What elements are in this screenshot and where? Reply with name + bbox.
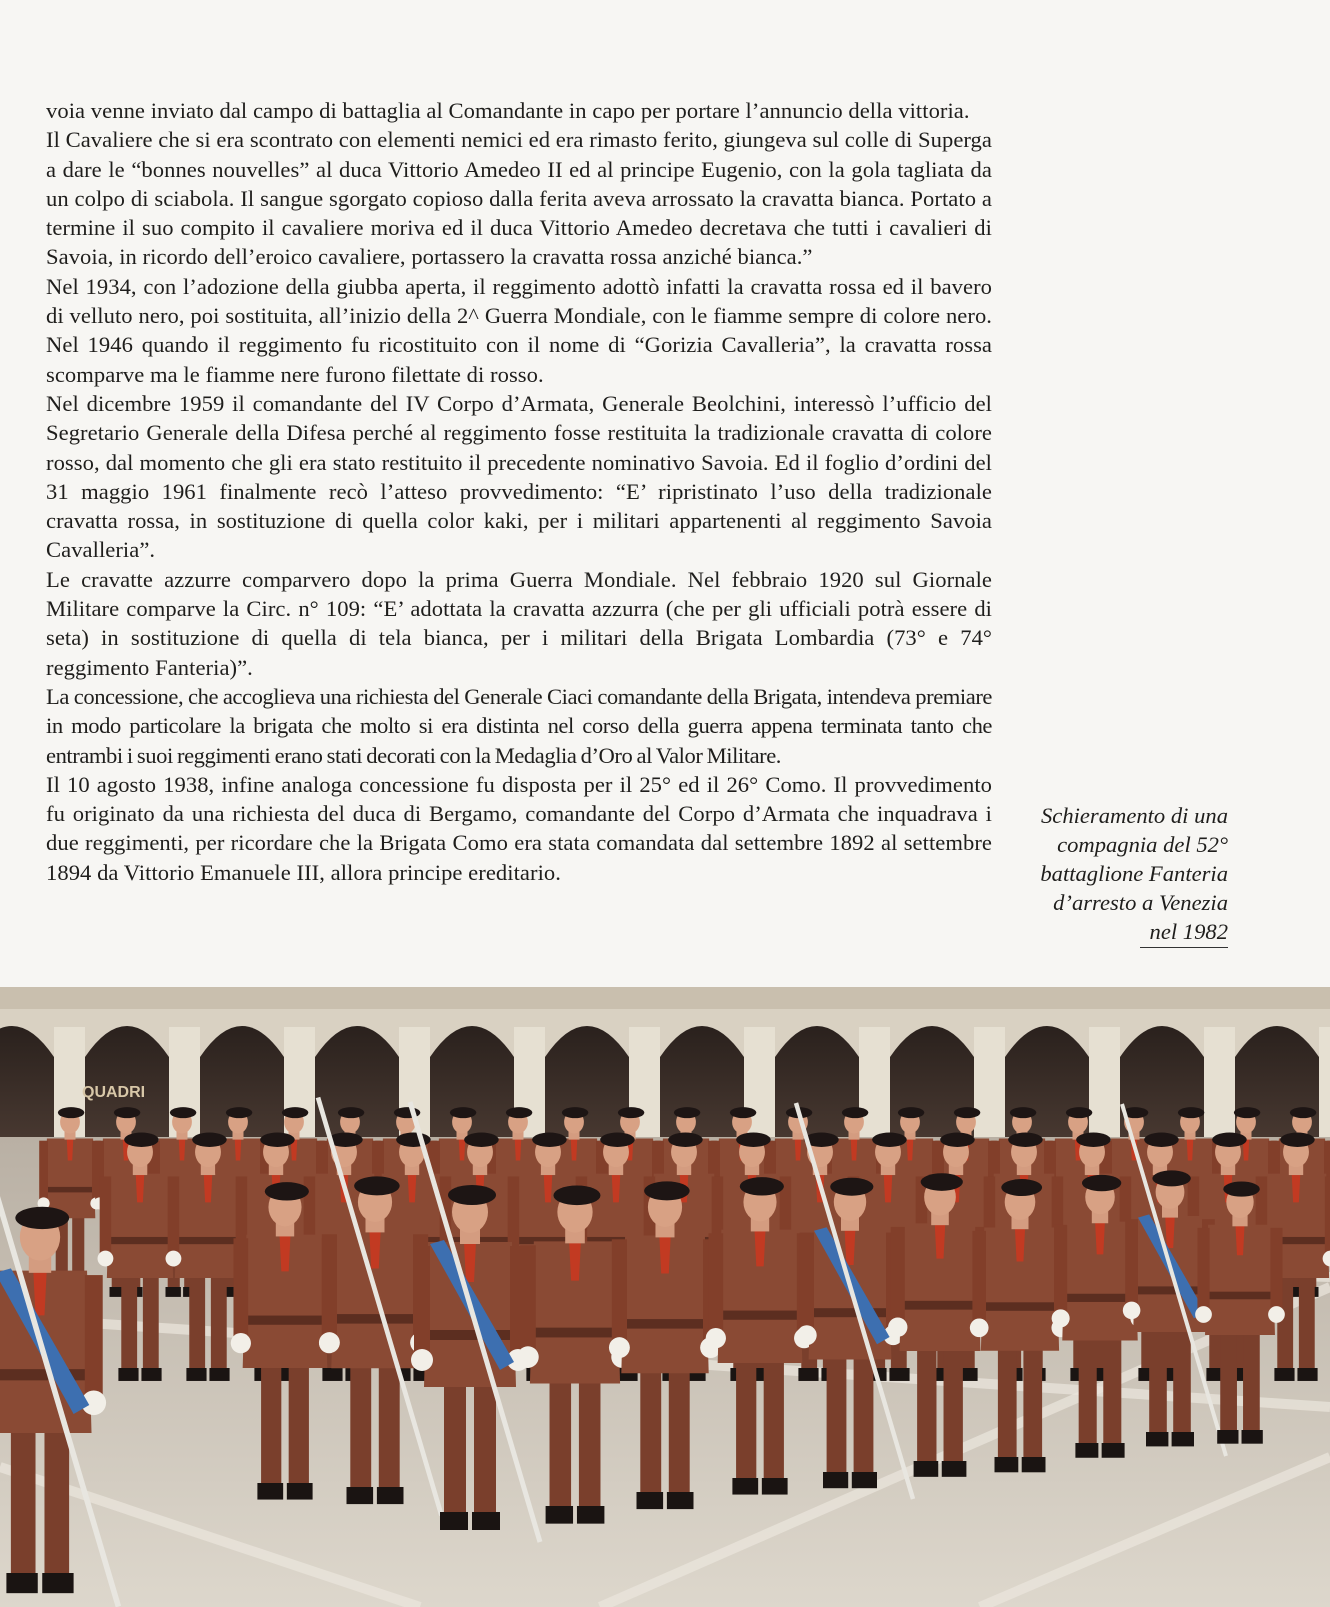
soldier-boot [186,1368,206,1381]
soldier-boot [1242,1430,1263,1444]
soldier-leg [944,1338,963,1470]
paragraph: voia venne inviato dal campo di battaglia al Comandante in capo per portare l’annuncio della vittoria. [46,98,970,123]
soldier-beret [553,1186,600,1206]
soldier-boot [287,1483,313,1500]
soldier-leg [189,1267,205,1375]
soldier-beret [618,1107,644,1118]
soldier-tie [235,1139,242,1161]
paragraph: Il Cavaliere che si era scontrato con elementi nemici ed era rimasto ferito, giungeva sul colle di Superga a dare le “bonnes nouvelles” al duca Vittorio Amedeo II ed al principe Eugenio, con la gola tagliata da un colpo di sciabola. Il sangue sgorgato copioso dalla ferita aveva arrossato la cravatta bianca. Portato a termine il suo compito il cavaliere moriva ed il duca Vittorio Amedeo decretava che tutti i cavalieri di Savoia, in ricordo dell’eroico cavaliere, portassero la cravatta rossa anziché bianca.” [46,127,992,270]
soldier-boot [1217,1430,1238,1444]
soldier-glove [797,1325,817,1345]
column [974,1027,1005,1152]
caption-underline [1140,947,1228,948]
soldier-leg [764,1349,784,1487]
soldier-tie [1292,1174,1301,1203]
soldier-beret [1076,1133,1111,1147]
soldier-glove [1123,1302,1141,1320]
soldier-glove [706,1328,726,1348]
soldier-boot [852,1472,877,1488]
soldier-boot [440,1512,468,1530]
soldier-tie [907,1139,914,1161]
soldier-beret [450,1107,476,1118]
soldier-leg [444,1372,466,1522]
arch [660,1026,744,1147]
soldier-beret [1082,1175,1121,1191]
soldier-leg [1103,1328,1121,1451]
arch [430,1026,514,1147]
soldier-leg [1243,1324,1260,1438]
soldier-glove [411,1349,433,1371]
soldier-boot [347,1487,374,1504]
soldier-glove [1268,1306,1285,1323]
soldier-leg [121,1267,137,1375]
soldier-leg [640,1359,661,1502]
soldier-tie [845,1229,856,1265]
soldier-belt [1207,1292,1274,1300]
soldier-leg [1079,1328,1097,1451]
soldier-beret [1234,1107,1260,1118]
soldier-boot [732,1478,758,1495]
soldier-beret [1223,1181,1259,1196]
soldier-belt [720,1311,801,1320]
soldier-beret [1178,1107,1204,1118]
soldier-arm [414,1246,430,1356]
soldier-glove [1052,1309,1070,1327]
soldier-beret [872,1133,907,1147]
caption-line: battaglione Fanteria [1040,861,1228,886]
caption-line: compagnia del 52° [1057,832,1228,857]
soldier-beret [170,1107,196,1118]
soldier-arm [1054,1225,1067,1315]
soldier-glove [517,1346,539,1368]
soldier-beret [730,1107,756,1118]
soldier-beret [15,1207,69,1229]
soldier-arm [708,1233,723,1334]
soldier-boot [762,1478,788,1495]
soldier-tie [612,1174,621,1203]
soldier-leg [474,1372,496,1522]
soldier-leg [211,1267,227,1375]
cornice [0,987,1330,1009]
soldier-tie [935,1223,946,1258]
soldier-boot [1172,1432,1194,1446]
soldier-boot [1075,1443,1098,1458]
soldier-belt [532,1328,618,1338]
soldier-boot [42,1573,73,1593]
soldier-leg [550,1369,572,1516]
soldier-beret [464,1133,499,1147]
soldier-boot [942,1461,967,1477]
soldier-tie [179,1139,186,1161]
soldier-beret [1290,1107,1316,1118]
soldier-arm [39,1141,48,1202]
soldier-boot [667,1492,694,1509]
soldier-beret [1212,1133,1247,1147]
soldier-beret [674,1107,700,1118]
soldier-beret [260,1133,295,1147]
soldier-boot [889,1368,909,1381]
soldier-boot [798,1368,818,1381]
soldier-tie [571,1139,578,1161]
soldier-beret [124,1133,159,1147]
soldier-boot [995,1457,1019,1472]
soldier-beret [600,1133,635,1147]
soldier-leg [1220,1324,1237,1438]
soldier-arm [168,1176,180,1255]
soldier-arm [322,1234,337,1339]
soldier-tie [136,1174,145,1203]
soldier-tie [369,1231,380,1269]
soldier-belt [623,1319,707,1329]
soldier-belt [1135,1286,1205,1294]
soldier-tie [33,1271,46,1316]
body-text [46,96,992,887]
soldier-leg [261,1354,281,1492]
soldier-arm [891,1227,905,1324]
soldier-beret [58,1107,84,1118]
soldier-arm [1125,1219,1138,1307]
soldier-arm [1325,1176,1330,1255]
soldier-arm [233,1238,248,1339]
photo-caption [1004,801,1228,948]
soldier-tie [754,1230,765,1267]
soldier-boot [546,1506,573,1524]
soldier-beret [1144,1133,1179,1147]
soldier-beret [532,1133,567,1147]
soldier-beret [644,1181,690,1200]
soldier-leg [1149,1320,1167,1440]
soldier-beret [842,1107,868,1118]
soldier-tie [464,1242,476,1282]
soldier-tie [884,1174,893,1203]
soldier-belt [333,1314,417,1324]
paragraph: Il 10 agosto 1938, infine analoga concessione fu disposta per il 25° ed il 26° Como. Il provvedimento fu originato da una richiesta del duca di Bergamo, comandante del Corpo d’Armata che inquadrava i due reggimenti, per ricordare che la Brigata Como era stata comandata dal settembre 1892 al settembre 1894 da Vittorio Emanuele III, allora principe ereditario. [46,771,992,885]
soldier-boot [914,1461,939,1477]
soldier-boot [141,1368,161,1381]
soldier-boot [118,1368,138,1381]
soldier-beret [1066,1107,1092,1118]
soldier-arm [520,1245,536,1353]
soldier-beret [562,1107,588,1118]
soldier-arm [85,1275,103,1398]
paragraph: La concessione, che accoglieva una richiesta del Generale Ciaci comandante della Brigata, intendeva premiare in modo particolare la brigata che molto si era distinta nel corso della guerra appena terminata tanto che entrambi i suoi reggimenti erano stati decorati con la Medaglia d’Oro al Valor Militare. [46,683,992,768]
caption-line: nel 1982 [1149,919,1228,944]
soldier-boot [472,1512,500,1530]
soldier-leg [669,1359,690,1502]
soldier-beret [265,1182,309,1200]
parade-photo [0,987,1330,1607]
column [1319,1027,1330,1152]
soldier-tie [67,1139,74,1161]
soldier-boot [577,1506,604,1524]
soldier-boot [322,1368,342,1381]
soldier-belt [0,1369,89,1380]
soldier-beret [282,1107,308,1118]
soldier-leg [350,1354,371,1497]
soldier-tie [1015,1228,1025,1262]
soldier-beret [954,1107,980,1118]
soldier-glove [609,1337,630,1358]
soldier-leg [827,1346,847,1481]
soldier-boot [257,1483,283,1500]
soldier-beret [1008,1133,1043,1147]
soldier-leg [143,1267,159,1375]
soldier-arm [800,1233,814,1332]
soldier-beret [736,1133,771,1147]
soldier-belt [983,1302,1058,1311]
soldier-leg [44,1416,69,1584]
soldier-leg [917,1338,936,1470]
soldier-leg [1023,1338,1042,1466]
soldier-arm [100,1176,112,1255]
soldier-tie [851,1139,858,1161]
soldier-tie [795,1139,802,1161]
soldier-glove [166,1251,182,1267]
soldier-belt [245,1316,326,1325]
soldier-leg [1173,1320,1191,1440]
soldier-tie [1235,1225,1244,1255]
soldier-belt [108,1237,171,1244]
soldier-tie [659,1236,670,1274]
arch [545,1026,629,1147]
soldier-beret [448,1185,496,1205]
soldier-beret [740,1177,784,1195]
soldier-boot [1146,1432,1168,1446]
soldier-glove [970,1318,989,1337]
shop-sign-text: QUADRI [82,1084,146,1101]
soldier-beret [940,1133,975,1147]
soldier-beret [114,1107,140,1118]
soldier-leg [379,1354,400,1497]
soldier-leg [579,1369,601,1516]
soldier-boot [166,1287,181,1297]
soldier-boot [1274,1368,1294,1381]
paragraph: Nel dicembre 1959 il comandante del IV Corpo d’Armata, Generale Beolchini, interessò l’ufficio del Segretario Generale della Difesa perché al reggimento fosse restituita la tradizionale cravatta di colore rosso, dal momento che gli era stato restituito il precedente nominativo Savoia. Ed il foglio d’ordini del 31 maggio 1961 finalmente recò l’atteso provvedimento: “E’ ripristinato l’uso della tradizionale cravatta rossa, in sostituzione di quella color kaki, per i militari appartenenti al reggimento Savoia Cavalleria”. [46,390,992,563]
soldier-beret [338,1107,364,1118]
soldier-leg [854,1346,874,1481]
soldier-arm [1197,1228,1209,1312]
soldier-leg [1299,1267,1315,1375]
soldier-tie [1187,1139,1194,1161]
soldier-glove [319,1332,340,1353]
caption-line: Schieramento di una [1041,803,1228,828]
parade-photo-illustration [0,987,1330,1607]
soldier-belt [176,1237,239,1244]
soldier-boot [1102,1443,1125,1458]
soldier-beret [396,1133,431,1147]
soldier-tie [459,1139,466,1161]
soldier-boot [1022,1457,1046,1472]
soldier-tie [279,1235,290,1272]
soldier-boot [6,1573,37,1593]
soldier-boot [377,1487,404,1504]
paragraph: Nel 1934, con l’adozione della giubba aperta, il reggimento adottò infatti la cravatta rossa ed il bavero di velluto nero, poi sostituita, all’inizio della 2^ Guerra Mondiale, con le fiamme sempre di colore nero. Nel 1946 quando il reggimento fu ricostituito con il nome di “Gorizia Cavalleria”, la cravatta rossa scomparve ma le fiamme nere furono filettate di rosso. [46,273,992,387]
soldier-beret [830,1178,873,1196]
soldier-arm [1270,1228,1282,1312]
soldier-glove [231,1333,251,1353]
soldier-leg [736,1349,756,1487]
soldier-boot [1297,1368,1317,1381]
caption-line: d’arresto a Venezia [1053,890,1228,915]
soldier-glove [98,1251,114,1267]
soldier-belt [46,1187,94,1193]
soldier-boot [823,1472,848,1488]
soldier-arm [612,1239,627,1344]
soldier-boot [209,1368,229,1381]
soldier-beret [192,1133,227,1147]
soldier-beret [921,1173,963,1191]
soldier-tie [1095,1222,1105,1255]
soldier-tie [204,1174,213,1203]
soldier-beret [506,1107,532,1118]
soldier-arm [972,1231,986,1325]
soldier-tie [408,1174,417,1203]
soldier-beret [1280,1133,1315,1147]
soldier-tie [1165,1216,1175,1248]
soldier-beret [1001,1179,1042,1196]
soldier-belt [901,1301,978,1310]
soldier-belt [426,1330,514,1340]
soldier-beret [668,1133,703,1147]
soldier-tie [515,1139,522,1161]
soldier-glove [888,1318,907,1337]
soldier-belt [810,1308,889,1317]
soldier-leg [998,1338,1017,1466]
soldier-beret [1152,1170,1190,1186]
soldier-beret [354,1176,400,1195]
soldier-tie [569,1241,581,1280]
soldier-beret [898,1107,924,1118]
soldier-leg [289,1354,309,1492]
soldier-leg [11,1416,36,1584]
paragraph: Le cravatte azzurre comparvero dopo la prima Guerra Mondiale. Nel febbraio 1920 sul Giornale Militare comparve la Circ. n° 109: “E’ adottata la cravatta azzurra (che per gli ufficiali potrà essere di seta) in sostituzione di quella di tela bianca, per i militari della Brigata Lombardia (73° e 74° reggimento Fanteria)”. [46,566,992,680]
soldier-tie [544,1174,553,1203]
soldier-glove [1195,1306,1212,1323]
soldier-beret [226,1107,252,1118]
soldier-boot [637,1492,664,1509]
soldier-beret [1010,1107,1036,1118]
